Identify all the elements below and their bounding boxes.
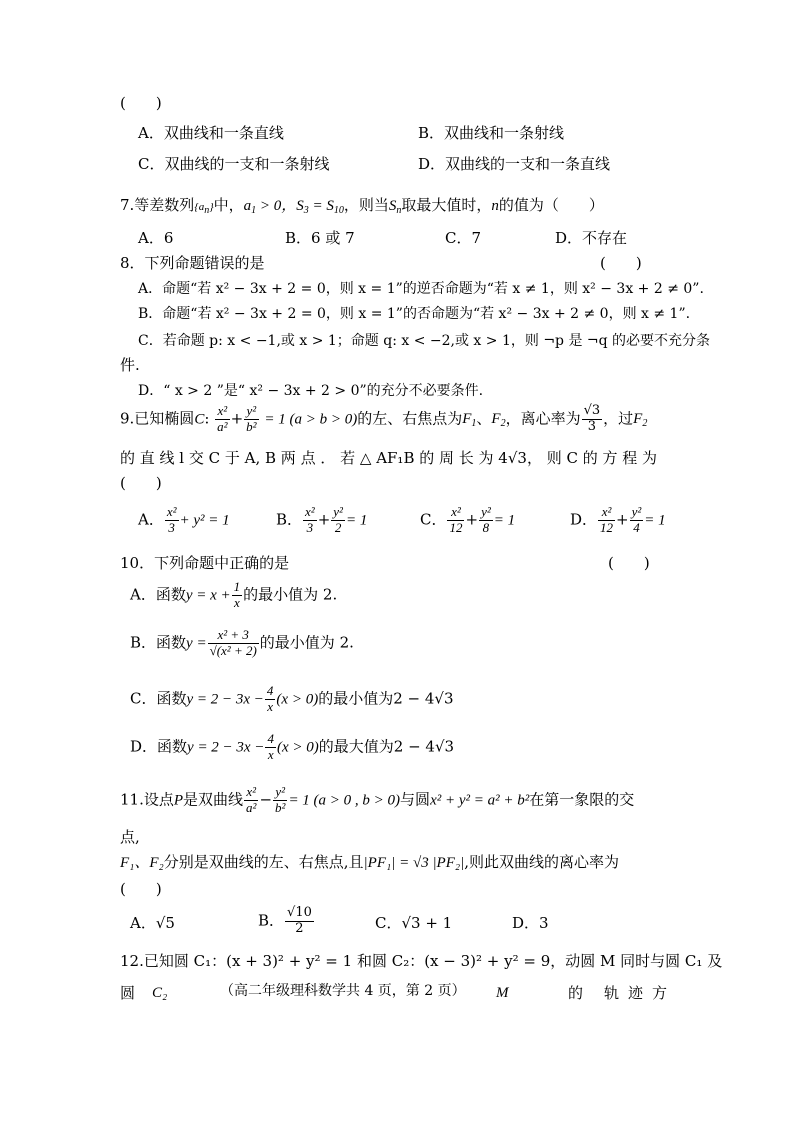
q12-word-circle: 圆 [120,984,136,1002]
q8-option-d: D．“ x > 2 ”是“ x² − 3x + 2 > 0”的充分不必要条件. [138,383,484,399]
q9-option-c: C． $\frac{\text{x²}}{12}$ + $\frac{\text{y²}}{8}$ = 1 [420,504,516,535]
q11-stem-line2: 点, [120,828,140,846]
q12-word-fang: 方 [652,984,668,1002]
q8-stem: 8．下列命题错误的是 [120,254,265,272]
q10-paren: ( ) [608,554,650,572]
q9-frac-x: $\frac{\text{x²}}{\text{a²}}$ [217,403,228,434]
q8-option-c-line2: 件. [120,356,140,374]
q6-option-c: C．双曲线的一支和一条射线 [138,155,330,173]
q11-stem-line1: 11.设点P是双曲线 $\frac{\text{x²}}{\text{a²}}$ − $\frac{\text{y²}}{\text{b²}}$ = 1 (a > 0 , b > 0)与圆x² + y² = a² + b²在第一象限的交 [120,784,635,815]
q10-option-a: A．函数y = x + $\frac{1}{x}$ 的最小值为 2. [130,579,338,610]
q12-word-de: 的 [568,984,584,1002]
q11-option-b: B． $\frac{√10}{2}$ [258,905,312,936]
q6-option-b: B．双曲线和一条射线 [418,124,565,142]
q6-paren: ( ) [120,94,162,112]
q9-option-a: A． $\frac{\text{x²}}{3}$ + y² = 1 [138,504,230,535]
q9-paren: ( ) [120,474,162,492]
q11-option-a: A．√5 [130,914,175,932]
q7-option-a: A．6 [138,229,174,247]
q9-option-d: D． $\frac{\text{x²}}{12}$ + $\frac{\text{y²}}{4}$ = 1 [570,504,666,535]
q9-option-b: B． $\frac{\text{x²}}{3}$ + $\frac{\text{y²}}{2}$ = 1 [276,504,368,535]
q7-cond-a1: $a_1 > 0$， [243,198,297,216]
q12-word-ji: 迹 [628,984,644,1002]
q11-option-d: D．3 [512,914,549,932]
q7-stem: 7.等差数列{an}中，$a_1 > 0$，$S_3 = S_{10}$，则当$S_n$取最大值时，n的值为（ ） [120,196,604,216]
q7-option-d: D．不存在 [555,229,628,247]
q8-paren: ( ) [600,254,642,272]
q8-option-b: B．命题“若 x² − 3x + 2 = 0，则 x = 1”的否命题为“若 x² − 3x + 2 ≠ 0，则 x ≠ 1”. [138,306,691,322]
q10-stem: 10．下列命题中正确的是 [120,554,290,572]
q12-c2: C₂ [152,985,168,1001]
q10-option-b: B．函数y = $\frac{\text{x² + 3}}{\text{√(x² + 2)}}$ 的最小值为 2. [130,627,354,658]
q11-stem-line3: F₁、F₂分别是双曲线的左、右焦点,且|PF₁| = √3 |PF₂|,则此双曲线的离心率为 [120,853,620,871]
q9-eccentricity: $\frac{√3}{3}$ [583,403,601,434]
q7-option-c: C．7 [445,229,482,247]
q10-option-d: D．函数y = 2 − 3x − $\frac{4}{x}$ (x > 0)的最大值为2 − 4√3 [130,731,455,762]
q12-stem-line1: 12.已知圆 C₁：(x + 3)² + y² = 1 和圆 C₂：(x − 3)² + y² = 9，动圆 M 同时与圆 C₁ 及 [120,952,723,970]
q10-option-c: C．函数y = 2 − 3x − $\frac{4}{x}$ (x > 0)的最小值为2 − 4√3 [130,683,454,714]
q7-seq: {an} [194,201,214,216]
q7-cond-s: $S_3 = S_{10}$ [296,198,344,216]
q6-option-a: A．双曲线和一条直线 [138,124,284,142]
q8-option-a: A．命题“若 x² − 3x + 2 = 0，则 x = 1”的逆否命题为“若 x ≠ 1，则 x² − 3x + 2 ≠ 0”. [138,281,704,297]
q11-paren: ( ) [120,880,162,898]
q11-option-c: C．√3 + 1 [375,914,453,932]
q6-option-d: D．双曲线的一支和一条直线 [418,155,611,173]
q7-option-b: B．6 或 7 [285,229,355,247]
page-footer: （高二年级理科数学共 4 页，第 2 页） [220,983,466,999]
q12-word-gui: 轨 [604,984,620,1002]
q8-option-c-line1: C．若命题 p: x < −1,或 x > 1；命题 q: x < −2,或 x > 1，则 ¬p 是 ¬q 的必要不充分条 [138,333,711,349]
q9-stem-line1: 9.已知椭圆C: $\frac{\text{x²}}{\text{a²}}$ + $\frac{\text{y²}}{\text{b²}}$ = 1 (a > b > 0)的左、右焦点为$F_1$、$F_2$，离心率为 $\frac{√3}{3}$ ，过$F_2$ [120,403,648,434]
q9-frac-y: $\frac{\text{y²}}{\text{b²}}$ [246,403,257,434]
q7-sn: $S_n$ [388,198,402,216]
q9-stem-line2: 的 直 线 l 交 C 于 A, B 两 点 ． 若 △ AF₁B 的 周 长 为 4√3， 则 C 的 方 程 为 [120,449,658,467]
q12-m: M [496,985,509,1001]
